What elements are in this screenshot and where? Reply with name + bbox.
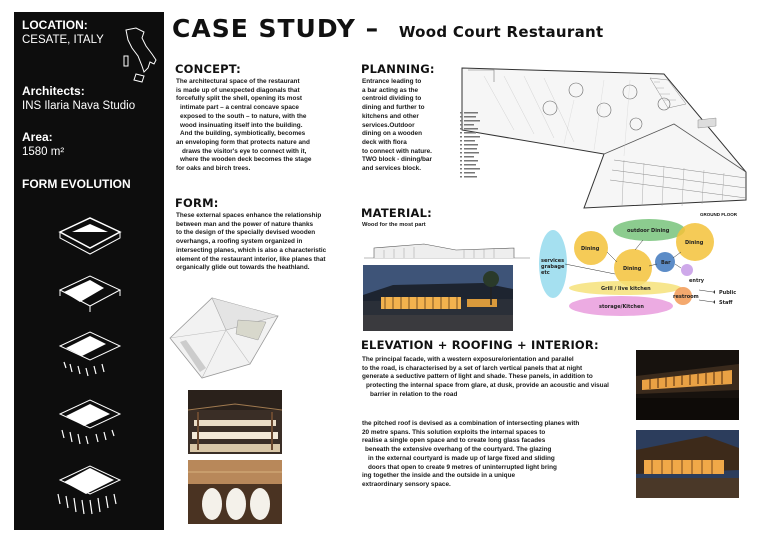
left-sidebar [14,12,164,530]
location-value: CESATE, ITALY [22,34,104,46]
bubble-diagram [535,218,755,326]
elevation-heading: ELEVATION + ROOFING + INTERIOR: [361,338,599,352]
services-label: services grabage etc [541,258,565,276]
plan-legend [460,112,490,183]
planning-heading: PLANNING: [361,62,435,76]
public-label: Public [719,290,737,296]
elevation-sketch [364,238,530,262]
interior-photo-2 [188,460,282,524]
entry-bubble [681,264,693,276]
concept-text: The architectural space of the restaurant is made up of unexpected diagonals that forcefully split the shell, opening its most intimate part – a central concave space exposed to the south – to nature, with the wood insinuating itself into the building. And the building, symbiotically, becomes an enveloping form that protects nature and draws the visitor's eye to connect with it, where the wooden deck becomes the stage for oaks and birch trees. [176,78,312,173]
dining-label-3: Dining [623,266,642,272]
dining-label-1: Dining [581,246,600,252]
form-model-render [166,290,286,385]
architects-value: INS Ilaria Nava Studio [22,100,136,112]
exterior-night-photo [363,265,513,331]
form-evolution-step-4 [50,396,130,446]
page-title [172,14,603,43]
area-value: 1580 m² [22,146,65,158]
form-evolution-step-2 [50,270,130,315]
material-heading: MATERIAL: [361,206,432,220]
title-main: CASE STUDY [172,14,356,43]
italy-map-icon [122,26,158,86]
entry-label: entry [689,278,705,284]
planning-text: Entrance leading to a bar acting as the centroid dividing to dining and further to kitchens and other services.Outdoor dining on a wooden deck with flora to connect with nature. TWO block - dining/bar and services block. [362,78,432,173]
outdoor-dining-label: outdoor Dining [627,228,670,234]
title-dash: – [365,14,380,43]
restroom-label: restroom [673,294,699,300]
area-label: Area: [22,130,53,144]
form-heading: FORM: [175,196,219,210]
courtyard-photo [636,430,739,498]
dining-label-2: Dining [685,240,704,246]
interior-photo-1 [188,390,282,454]
facade-night-photo [636,350,739,420]
form-evolution-label: FORM EVOLUTION [22,177,131,191]
plan-caption: GROUND FLOOR [700,212,737,217]
elevation-para-1: The principal facade, with a western exposure/orientation and parallel to the road, is characterised by a set of larch vertical panels that at night generate a seductive pattern of light and shade. These panels, in addition to protecting the internal space from glare, at dusk, provide an acoustic and visual barrier in relation to the road [362,356,609,398]
bar-label: Bar [661,260,671,266]
ground-floor-plan [454,60,754,215]
title-subtitle: Wood Court Restaurant [398,23,604,41]
form-evolution-step-1 [50,212,130,257]
storage-label: storage/Kitchen [599,304,644,310]
concept-heading: CONCEPT: [175,62,241,76]
elevation-para-2: the pitched roof is devised as a combination of intersecting planes with 20 metre spans. This solution exploits the internal spaces to realise a single open space and to create long glass facades beneath the extensive overhang of the courtyard. The glazing in the external courtyard is made up of large fixed and sliding doors that open to create 9 metres of uninterrupted light bring ing together the inside and the outside in a unique extraordinary sensory space. [362,420,580,488]
location-label: LOCATION: [22,18,88,32]
form-evolution-step-5 [50,462,130,517]
material-text: Wood for the most part [362,222,426,228]
form-evolution-step-3 [50,328,130,378]
form-text: These external spaces enhance the relationship between man and the power of nature thanks to the design of the specially devised wooden overhangs, a roofing system organized in intersecting planes, which is also a characteristic element of the restaurant interior, like planes that organically glide out towards the heathland. [176,212,327,272]
grill-label: Grill / live kitchen [601,286,651,292]
architects-label: Architects: [22,84,85,98]
staff-label: Staff [719,300,733,306]
